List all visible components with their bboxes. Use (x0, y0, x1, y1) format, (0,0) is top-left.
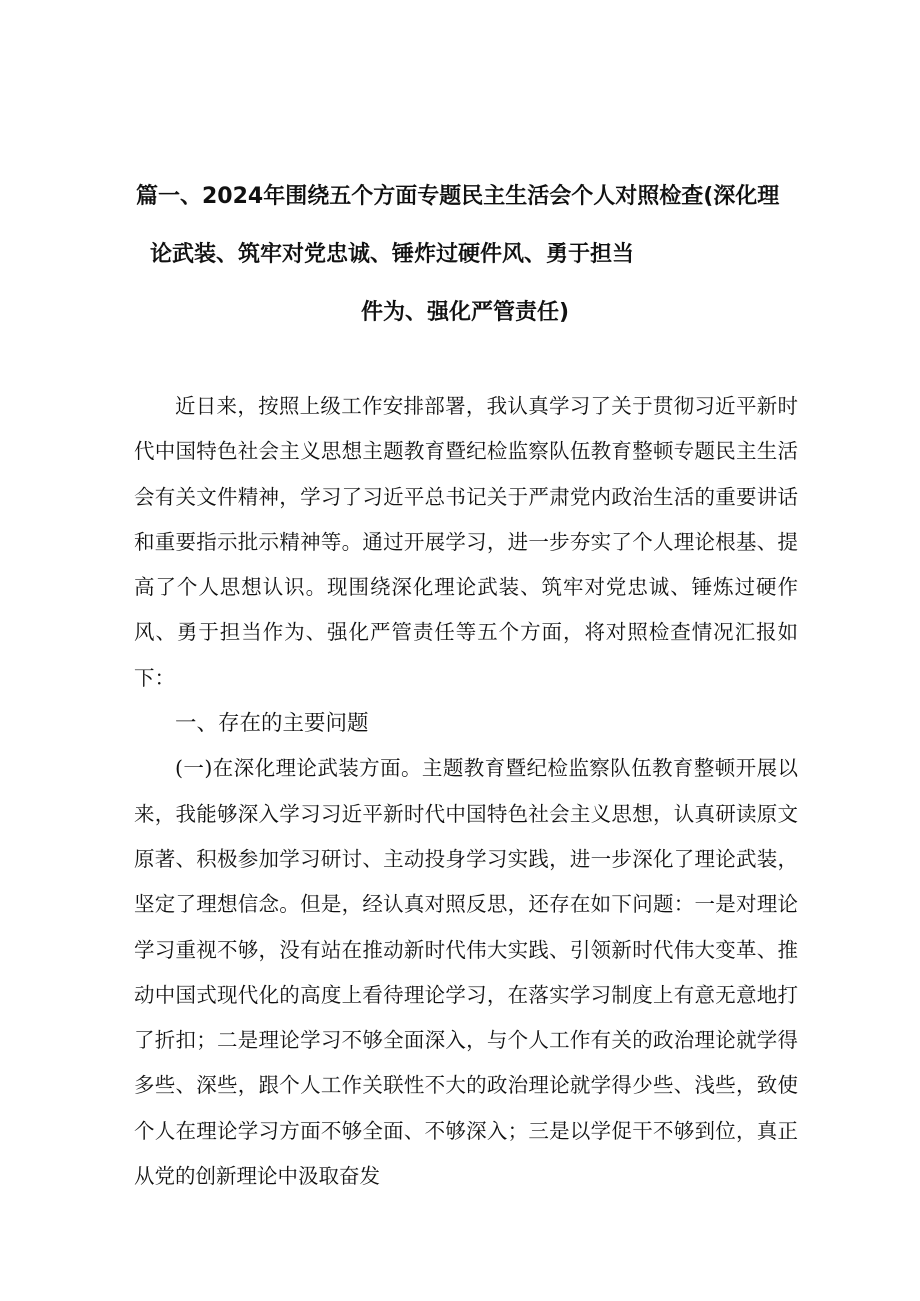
intro-paragraph: 近日来，按照上级工作安排部署，我认真学习了关于贯彻习近平新时代中国特色社会主义思想主题教育暨纪检监察队伍教育整顿专题民主生活会有关文件精神，学习了习近平总书记关于严肃党内政治生活的重要讲话和重要指示批示精神等。通过开展学习，进一步夯实了个人理论根基、提高了个人思想认识。现围绕深化理论武装、筑牢对党忠诚、锤炼过硬作风、勇于担当作为、强化严管责任等五个方面，将对照检查情况汇报如下： (134, 394, 798, 690)
document-title (120, 168, 810, 342)
section-heading: 一、存在的主要问题 (175, 711, 369, 737)
section-paragraph: (一)在深化理论武装方面。主题教育暨纪检监察队伍教育整顿开展以来，我能够深入学习习近平新时代中国特色社会主义思想，认真研读原文原著、积极参加学习研讨、主动投身学习实践，进一步深化了理论武装，坚定了理想信念。但是，经认真对照反思，还存在如下问题：一是对理论学习重视不够，没有站在推动新时代伟大实践、引领新时代伟大变革、推动中国式现代化的高度上看待理论学习，在落实学习制度上有意无意地打了折扣；二是理论学习不够全面深入，与个人工作有关的政治理论就学得多些、深些，跟个人工作关联性不大的政治理论就学得少些、浅些，致使个人在理论学习方面不够全面、不够深入；三是以学促干不够到位，真正从党的创新理论中汲取奋发 (134, 756, 798, 1189)
title-line-3: 件为、强化严管责任) (360, 300, 570, 325)
title-line-1: 篇一、2024年围绕五个方面专题民主生活会个人对照检查(深化理 (136, 184, 780, 209)
document-body (134, 384, 798, 1199)
title-line-2: 论武装、筑牢对党忠诚、锤炸过硬件风、勇于担当 (150, 242, 635, 267)
